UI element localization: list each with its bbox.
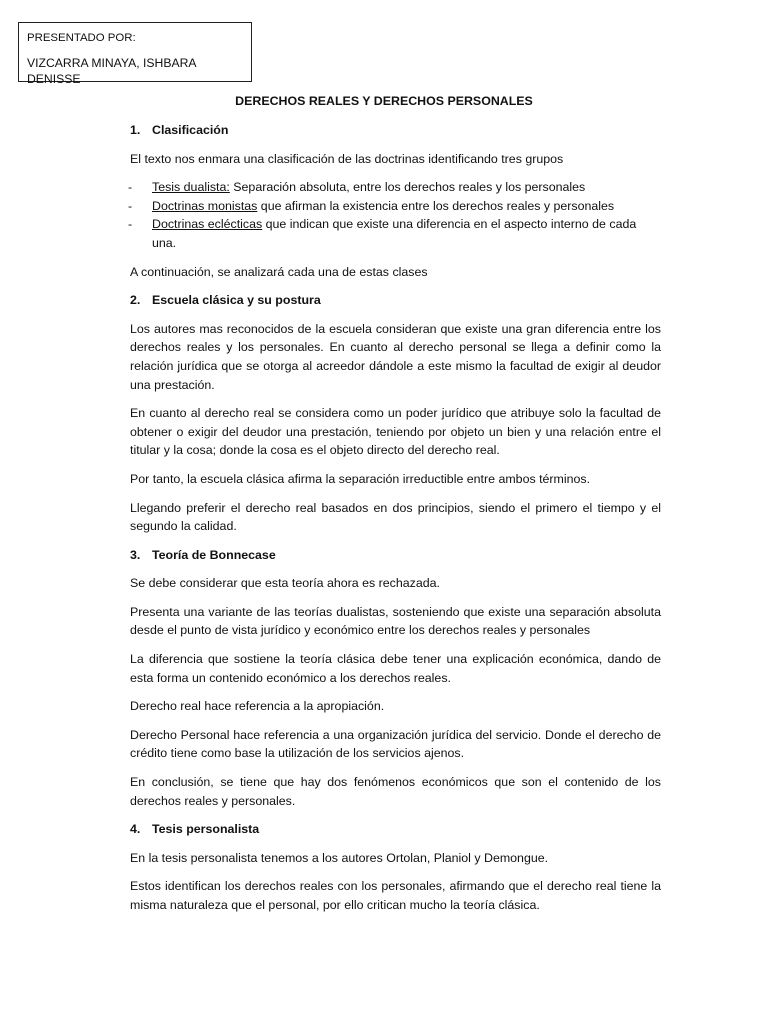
paragraph: Presenta una variante de las teorías dualistas, sosteniendo que existe una separación absoluta desde el punto de vista jurídico y económico entre los derechos reales y personales <box>130 604 661 638</box>
paragraph: En conclusión, se tiene que hay dos fenómenos económicos que son el contenido de los derechos reales y personales. <box>130 775 661 808</box>
list-item-text: Separación absoluta, entre los derechos reales y los personales <box>229 180 586 195</box>
presented-by-label: PRESENTADO POR: <box>27 32 136 44</box>
paragraph: Derecho real hace referencia a la apropiación. <box>130 699 385 714</box>
section-heading-bonnecase <box>130 546 661 565</box>
author-name: VIZCARRA MINAYA, ISHBARA DENISSE <box>27 56 196 86</box>
section-number: 1. <box>130 123 141 137</box>
presenter-box <box>18 22 252 86</box>
list-item <box>128 178 661 197</box>
paragraph: Por tanto, la escuela clásica afirma la separación irreductible entre ambos términos. <box>130 471 591 486</box>
paragraph: Estos identifican los derechos reales con los personales, afirmando que el derecho real tiene la misma naturaleza que el personal, por ello critican mucho la teoría clásica. <box>130 879 661 912</box>
doctrine-list <box>128 178 661 252</box>
section-number: 2. <box>130 293 141 308</box>
section-heading-escuela-clasica <box>130 291 661 310</box>
list-item-term: Doctrinas eclécticas <box>152 217 263 232</box>
paragraph: El texto nos enmara una clasificación de las doctrinas identificando tres grupos <box>130 151 564 166</box>
list-item-term: Doctrinas monistas <box>152 198 258 213</box>
list-item-term: Tesis dualista: <box>152 180 230 195</box>
paragraph: En cuanto al derecho real se considera como un poder jurídico que atribuye solo la facultad de obtener o exigir del deudor una prestación, teniendo por objeto un bien y una relación entre el titular y la cosa; donde la cosa es el objeto directo del derecho real. <box>130 406 661 458</box>
paragraph: Los autores mas reconocidos de la escuela consideran que existe una gran diferencia entre los derechos reales y los personales. En cuanto al derecho personal se llega a definir como la relación jurídica que se otorga al acreedor dándole a este mismo la facultad de exigir al deudor una prestación. <box>130 321 661 392</box>
list-item-text: que afirman la existencia entre los derechos reales y personales <box>257 198 615 213</box>
document-title: DERECHOS REALES Y DERECHOS PERSONALES <box>235 94 533 108</box>
section-title: Teoría de Bonnecase <box>152 547 276 562</box>
paragraph: Llegando preferir el derecho real basados en dos principios, siendo el primero el tiempo y el segundo la calidad. <box>130 500 661 534</box>
paragraph: En la tesis personalista tenemos a los autores Ortolan, Planiol y Demongue. <box>130 850 549 865</box>
paragraph: Derecho Personal hace referencia a una organización jurídica del servicio. Donde el derecho de crédito tiene como base la utilización de los servicios ajenos. <box>130 727 661 761</box>
document-body <box>130 121 661 925</box>
dash-bullet: - <box>128 198 133 213</box>
section-number: 3. <box>130 547 141 562</box>
section-title: Tesis personalista <box>152 822 260 837</box>
paragraph: A continuación, se analizará cada una de estas clases <box>130 264 428 279</box>
section-title: Escuela clásica y su postura <box>152 293 321 308</box>
dash-bullet: - <box>128 180 133 195</box>
list-item-text: que indican que existe una diferencia en el aspecto interno de cada una. <box>152 217 637 250</box>
dash-bullet: - <box>128 217 133 232</box>
section-number: 4. <box>130 822 141 837</box>
list-item <box>128 215 661 252</box>
paragraph: Se debe considerar que esta teoría ahora es rechazada. <box>130 576 440 591</box>
section-heading-tesis-personalista <box>130 820 661 839</box>
list-item <box>128 197 661 216</box>
paragraph: La diferencia que sostiene la teoría clásica debe tener una explicación económica, dando de esta forma un contenido económico a los derechos reales. <box>130 652 661 685</box>
section-heading-clasificacion <box>130 121 661 140</box>
section-title: Clasificación <box>152 123 229 137</box>
